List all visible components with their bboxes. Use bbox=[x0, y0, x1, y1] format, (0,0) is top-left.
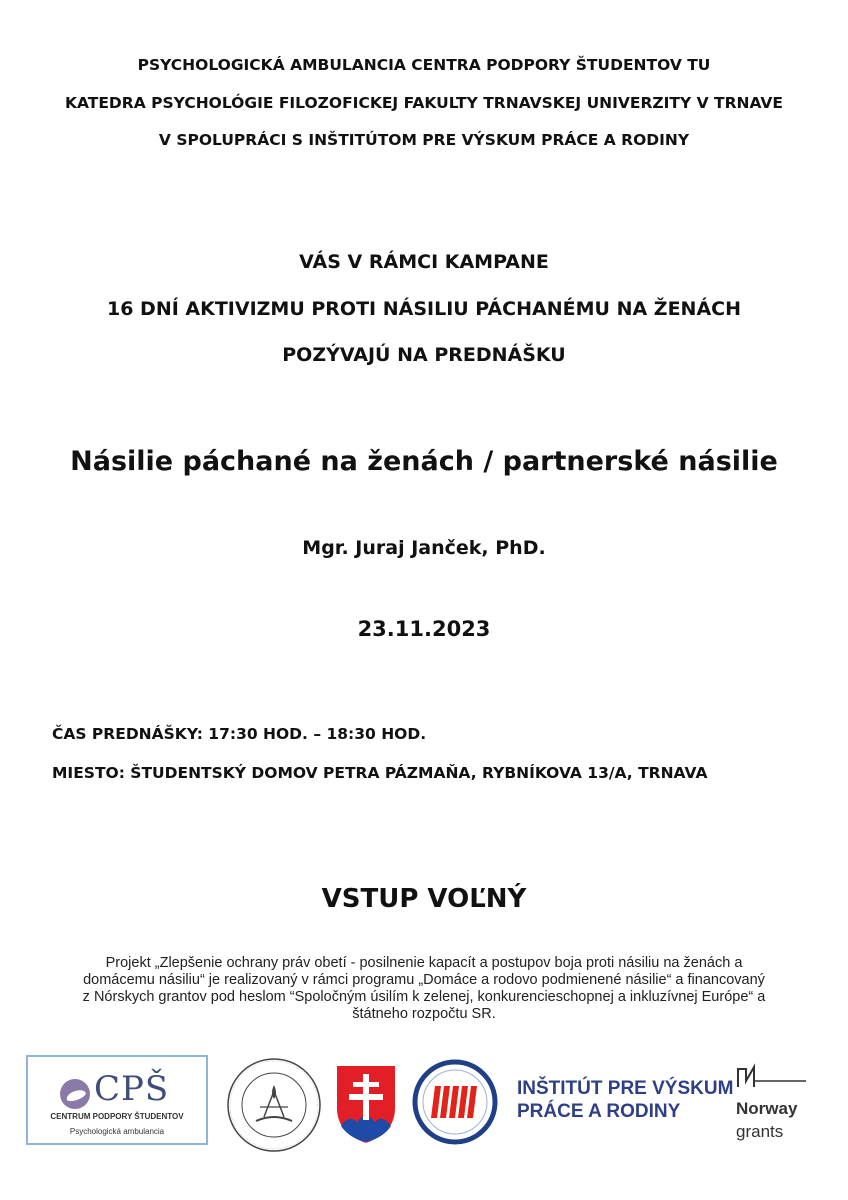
cps-logo-subtitle: CENTRUM PODPORY ŠTUDENTOV bbox=[50, 1112, 184, 1121]
norway-grants-logo bbox=[734, 1063, 814, 1147]
cps-logo-tagline: Psychologická ambulancia bbox=[69, 1127, 165, 1136]
cps-emblem-icon bbox=[60, 1079, 90, 1109]
header-line-2: KATEDRA PSYCHOLÓGIE FILOZOFICKEJ FAKULTY TRNAVSKEJ UNIVERZITY V TRNAVE bbox=[64, 94, 784, 112]
project-line-3: z Nórskych grantov pod heslom “Spoločným úsilím k zelenej, konkurencieschopnej a inkluzívnej Európe“ a bbox=[82, 989, 766, 1005]
free-entry: VSTUP VOĽNÝ bbox=[321, 884, 527, 914]
lecture-title: Násilie páchané na ženách / partnerské násilie bbox=[70, 446, 778, 477]
cps-logo-name: CPŠ bbox=[94, 1069, 170, 1109]
norway-grants-icon bbox=[736, 1063, 808, 1091]
speaker-name: Mgr. Juraj Janček, PhD. bbox=[302, 537, 546, 559]
ivpr-line-2: PRÁCE A RODINY bbox=[517, 1101, 681, 1122]
lecture-time: ČAS PREDNÁŠKY: 17:30 HOD. – 18:30 HOD. bbox=[52, 725, 427, 743]
header-line-3: V SPOLUPRÁCI S INŠTITÚTOM PRE VÝSKUM PRÁCE A RODINY bbox=[158, 131, 690, 149]
grants-word: grants bbox=[736, 1122, 784, 1141]
university-seal-icon bbox=[226, 1057, 322, 1153]
header-line-1: PSYCHOLOGICKÁ AMBULANCIA CENTRA PODPORY ŠTUDENTOV TU bbox=[137, 56, 711, 74]
invitation-line-1: VÁS V RÁMCI KAMPANE bbox=[299, 251, 549, 273]
slovak-coat-of-arms-icon bbox=[333, 1062, 399, 1146]
lecture-date: 23.11.2023 bbox=[357, 617, 491, 641]
cps-logo bbox=[26, 1055, 208, 1145]
project-line-2: domácemu násiliu“ je realizovaný v rámci programu „Domáce a rodovo podmienené násilie“ a financovaný bbox=[83, 972, 765, 988]
lecture-place: MIESTO: ŠTUDENTSKÝ DOMOV PETRA PÁZMAŇA, RYBNÍKOVA 13/A, TRNAVA bbox=[52, 764, 708, 782]
ivpr-logo-text bbox=[517, 1077, 733, 1123]
project-description bbox=[70, 955, 778, 1023]
norway-word: Norway bbox=[736, 1099, 798, 1118]
ivpr-line-1: INŠTITÚT PRE VÝSKUM bbox=[517, 1078, 734, 1099]
invitation-line-2: 16 DNÍ AKTIVIZMU PROTI NÁSILIU PÁCHANÉMU NA ŽENÁCH bbox=[107, 298, 741, 320]
project-line-1: Projekt „Zlepšenie ochrany práv obetí - posilnenie kapacít a postupov boja proti násiliu na ženách a bbox=[105, 955, 743, 971]
invitation-line-3: POZÝVAJÚ NA PREDNÁŠKU bbox=[282, 344, 566, 366]
project-line-4: štátneho rozpočtu SR. bbox=[352, 1006, 496, 1022]
ivpr-ring-icon bbox=[411, 1058, 499, 1146]
